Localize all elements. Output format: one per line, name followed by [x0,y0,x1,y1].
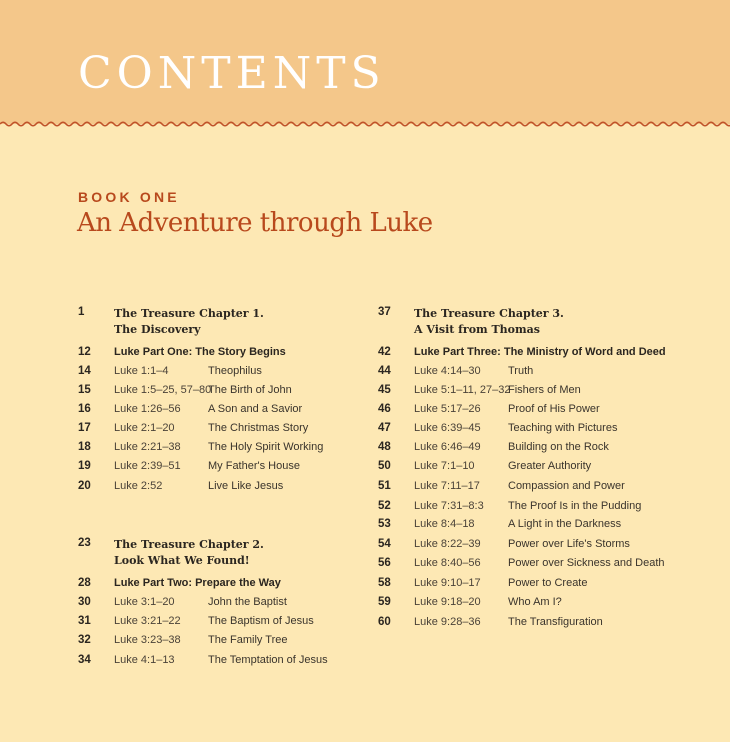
page-number: 59 [378,596,391,608]
page-number: 53 [378,518,391,530]
chapter-label-line: The Treasure Chapter 3. [414,307,564,320]
scripture-reference: Luke 4:1–13 [114,654,175,666]
page-number: 12 [78,346,91,358]
entry-title: Building on the Rock [508,441,609,453]
entry-title: The Family Tree [208,634,288,646]
page-number: 45 [378,384,391,396]
scripture-reference: Luke 3:23–38 [114,634,181,646]
scripture-reference: Luke 2:52 [114,480,163,492]
scripture-reference: Luke 3:1–20 [114,596,175,608]
page-number: 34 [78,654,91,666]
entry-title: Truth [508,365,534,377]
page-number: 51 [378,480,391,492]
page-number: 16 [78,403,91,415]
entry-title: Proof of His Power [508,403,600,415]
entry-title: A Light in the Darkness [508,518,622,530]
entry-title: Power over Life's Storms [508,538,630,550]
part-label: Luke Part Two: Prepare the Way [114,577,281,589]
scripture-reference: Luke 2:21–38 [114,441,181,453]
page-number: 18 [78,441,91,453]
entry-title: The Temptation of Jesus [208,654,328,666]
scripture-reference: Luke 6:46–49 [414,441,481,453]
scripture-reference: Luke 5:1–11, 27–32 [414,384,511,396]
scripture-reference: Luke 1:26–56 [114,403,181,415]
page-number: 58 [378,577,391,589]
entry-title: Greater Authority [508,460,592,472]
part-label: Luke Part Three: The Ministry of Word and Deed [414,346,666,358]
scripture-reference: Luke 4:14–30 [414,365,481,377]
page-number: 46 [378,403,391,415]
scripture-reference: Luke 6:39–45 [414,422,481,434]
entry-title: The Proof Is in the Pudding [508,500,642,512]
page-number: 20 [78,480,91,492]
scripture-reference: Luke 5:17–26 [414,403,481,415]
scripture-reference: Luke 9:18–20 [414,596,481,608]
book-label: BOOK ONE [78,189,180,205]
scripture-reference: Luke 2:1–20 [114,422,175,434]
page-number: 14 [78,365,91,377]
entry-title: Who Am I? [508,596,562,608]
chapter-label-line: The Treasure Chapter 2. [114,538,264,551]
entry-title: The Christmas Story [208,422,309,434]
page-number: 44 [378,365,391,377]
page-number: 42 [378,346,391,358]
page-title: CONTENTS [78,48,386,99]
entry-title: The Birth of John [208,384,292,396]
entry-title: The Transfiguration [508,616,603,628]
page-number: 54 [378,538,391,550]
page-number: 60 [378,616,391,628]
page-number: 50 [378,460,391,472]
scripture-reference: Luke 3:21–22 [114,615,181,627]
scripture-reference: Luke 1:5–25, 57–80 [114,384,212,396]
chapter-label-line: A Visit from Thomas [414,323,540,336]
chapter-label [414,306,564,338]
entry-title: The Baptism of Jesus [208,615,314,627]
entry-title: Power over Sickness and Death [508,557,665,569]
wavy-divider [0,116,730,132]
page-number: 15 [78,384,91,396]
scripture-reference: Luke 8:40–56 [414,557,481,569]
entry-title: Theophilus [208,365,262,377]
scripture-reference: Luke 9:28–36 [414,616,481,628]
page-number: 23 [78,537,91,549]
scripture-reference: Luke 9:10–17 [414,577,481,589]
chapter-label-line: The Discovery [114,323,201,336]
chapter-label [114,537,264,569]
part-label: Luke Part One: The Story Begins [114,346,286,358]
entry-title: The Holy Spirit Working [208,441,324,453]
page-number: 30 [78,596,91,608]
page-number: 19 [78,460,91,472]
entry-title: Power to Create [508,577,588,589]
page-number: 52 [378,500,391,512]
chapter-label [114,306,264,338]
entry-title: My Father's House [208,460,300,472]
chapter-label-line: The Treasure Chapter 1. [114,307,264,320]
page-number: 1 [78,306,85,318]
book-title: An Adventure through Luke [77,208,433,238]
entry-title: Teaching with Pictures [508,422,618,434]
scripture-reference: Luke 8:22–39 [414,538,481,550]
page-number: 17 [78,422,91,434]
page-number: 28 [78,577,91,589]
entry-title: A Son and a Savior [208,403,303,415]
page-number: 56 [378,557,391,569]
chapter-label-line: Look What We Found! [114,554,250,567]
scripture-reference: Luke 7:1–10 [414,460,475,472]
page-number: 37 [378,306,391,318]
entry-title: Live Like Jesus [208,480,284,492]
scripture-reference: Luke 7:31–8:3 [414,500,484,512]
scripture-reference: Luke 8:4–18 [414,518,475,530]
scripture-reference: Luke 1:1–4 [114,365,169,377]
page-number: 31 [78,615,91,627]
scripture-reference: Luke 2:39–51 [114,460,181,472]
page-number: 48 [378,441,391,453]
page-number: 47 [378,422,391,434]
entry-title: Compassion and Power [508,480,625,492]
scripture-reference: Luke 7:11–17 [414,480,480,492]
entry-title: John the Baptist [208,596,287,608]
entry-title: Fishers of Men [508,384,581,396]
page-number: 32 [78,634,91,646]
